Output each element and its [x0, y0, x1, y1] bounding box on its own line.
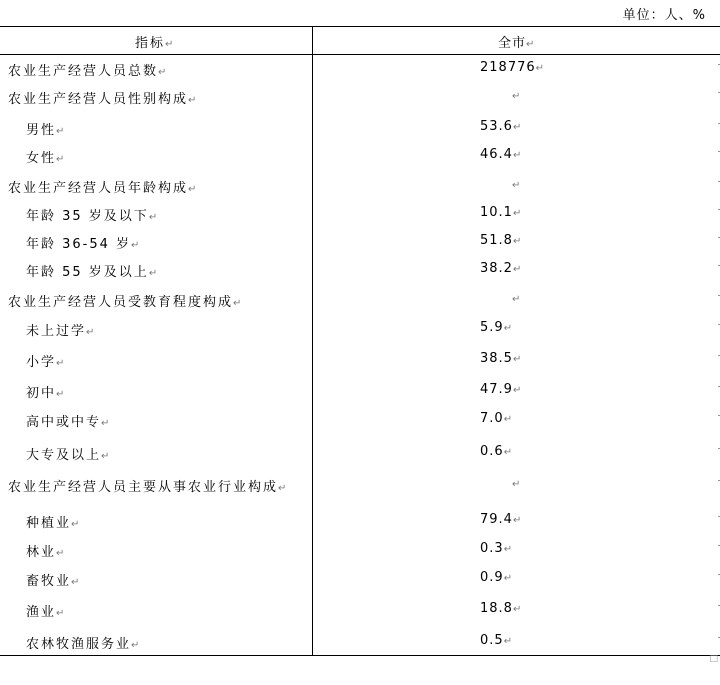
row-label: 农业生产经营人员受教育程度构成↵: [8, 295, 244, 310]
row-value: 38.5↵: [480, 351, 523, 366]
row-label: 林业↵: [26, 545, 67, 560]
header-bottom-rule: [0, 54, 720, 55]
table-bottom-rule: [0, 655, 720, 656]
row-value: 51.8↵: [480, 233, 523, 248]
row-label: 大专及以上↵: [26, 448, 112, 463]
row-value: 218776↵: [480, 60, 546, 75]
row-value: 0.6↵: [480, 444, 514, 459]
column-divider: [312, 26, 313, 655]
row-label: 农林牧渔服务业↵: [26, 637, 142, 652]
row-value: 0.3↵: [480, 541, 514, 556]
row-value: 79.4↵: [480, 512, 523, 527]
row-label: 年龄 55 岁及以上↵: [26, 265, 160, 280]
row-label: 农业生产经营人员性别构成↵: [8, 92, 199, 107]
row-label: 女性↵: [26, 151, 67, 166]
corner-mark: □: [709, 654, 718, 664]
row-value: 18.8↵: [480, 601, 523, 616]
row-label: 高中或中专↵: [26, 415, 112, 430]
row-label: 初中↵: [26, 386, 67, 401]
row-value: 47.9↵: [480, 382, 523, 397]
row-label: 畜牧业↵: [26, 574, 82, 589]
row-value: 0.9↵: [480, 570, 514, 585]
row-value: 7.0↵: [480, 411, 514, 426]
row-value: 0.5↵: [480, 633, 514, 648]
row-label: 小学↵: [26, 355, 67, 370]
row-value: 10.1↵: [480, 205, 523, 220]
row-label: 农业生产经营人员主要从事农业行业构成↵: [8, 480, 289, 495]
row-label: 年龄 36-54 岁↵: [26, 237, 142, 252]
row-value: ↵: [512, 479, 522, 490]
row-value: ↵: [512, 91, 522, 102]
row-label: 渔业↵: [26, 605, 67, 620]
row-label: 种植业↵: [26, 516, 82, 531]
row-label: 未上过学↵: [26, 324, 97, 339]
header-city: 全市↵: [498, 36, 536, 51]
row-label: 男性↵: [26, 123, 67, 138]
row-label: 农业生产经营人员年龄构成↵: [8, 181, 199, 196]
table-top-rule: [0, 26, 720, 27]
row-value: 38.2↵: [480, 261, 523, 276]
row-value: ↵: [512, 180, 522, 191]
row-label: 年龄 35 岁及以下↵: [26, 209, 160, 224]
header-indicator: 指标↵: [135, 36, 176, 51]
row-value: 46.4↵: [480, 147, 523, 162]
row-label: 农业生产经营人员总数↵: [8, 64, 169, 79]
row-value: 53.6↵: [480, 119, 523, 134]
unit-label: 单位：人、%: [622, 8, 706, 23]
row-value: 5.9↵: [480, 320, 514, 335]
row-value: ↵: [512, 294, 522, 305]
